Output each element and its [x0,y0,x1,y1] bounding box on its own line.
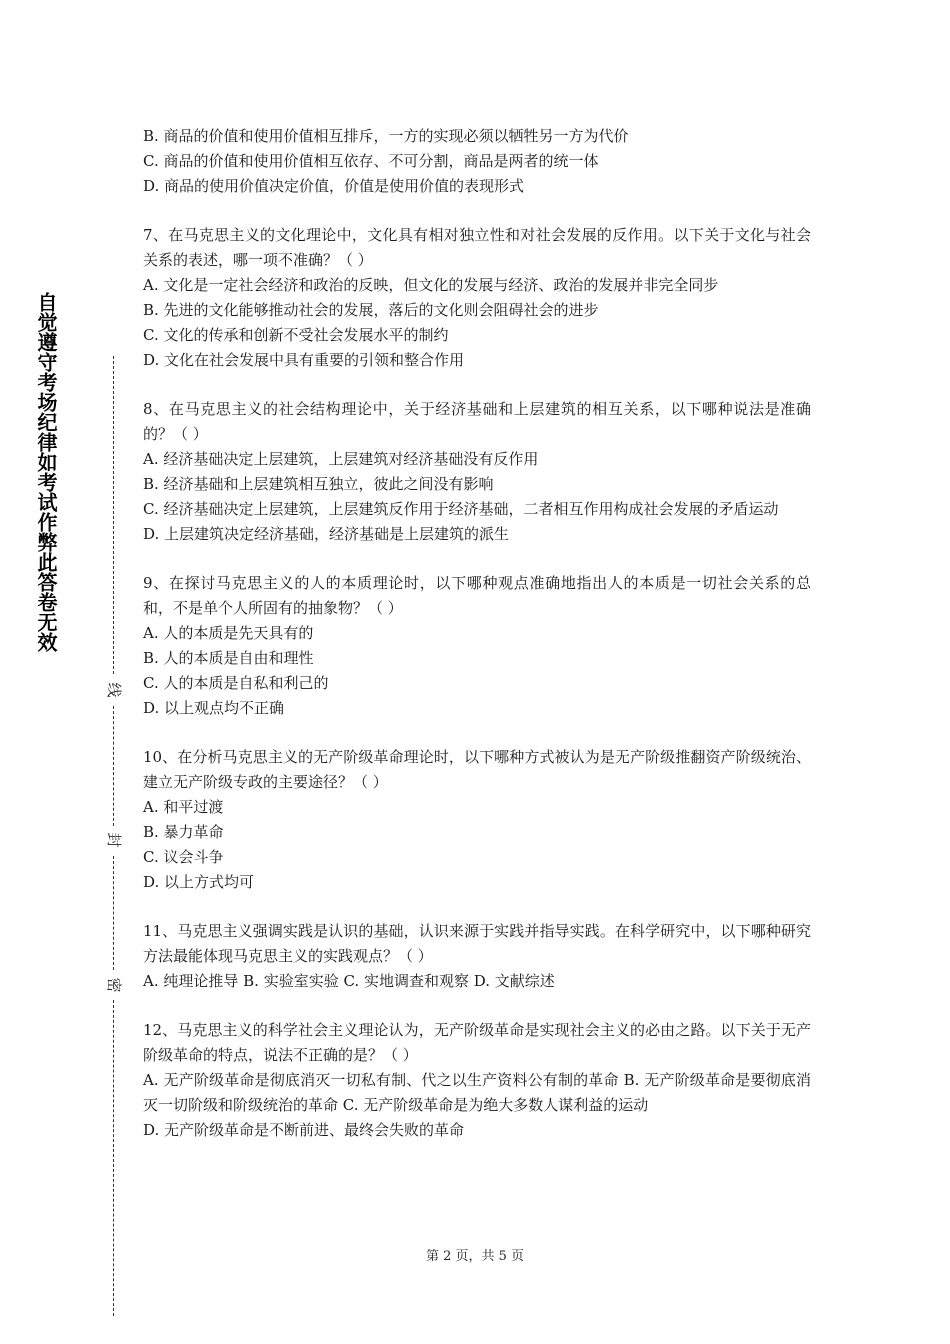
q6-option-c: C. 商品的价值和使用价值相互依存、不可分割，商品是两者的统一体 [143,152,599,170]
seal-char-mi: 密 [104,975,124,995]
q8-option-a: A. 经济基础决定上层建筑，上层建筑对经济基础没有反作用 [143,450,539,468]
q7-option-b: B. 先进的文化能够推动社会的发展，落后的文化则会阻碍社会的进步 [143,301,599,319]
q10-option-a: A. 和平过渡 [143,798,224,816]
q11-stem: 11、马克思主义强调实践是认识的基础，认识来源于实践并指导实践。在科学研究中，以下哪种研究方法最能体现马克思主义的实践观点？（ ） [143,922,811,965]
q12-stem: 12、马克思主义的科学社会主义理论认为，无产阶级革命是实现社会主义的必由之路。以下关于无产阶级革命的特点，说法不正确的是？（ ） [143,1021,811,1064]
q10-option-d: D. 以上方式均可 [143,873,255,891]
q6-option-b: B. 商品的价值和使用价值相互排斥，一方的实现必须以牺牲另一方为代价 [143,127,629,145]
q7-option-c: C. 文化的传承和创新不受社会发展水平的制约 [143,326,449,344]
question-9 [143,571,811,721]
seal-char-feng: 封 [104,830,124,850]
q9-option-a: A. 人的本质是先天具有的 [143,624,314,642]
question-6-continued [143,124,811,199]
question-7 [143,223,811,373]
q7-option-d: D. 文化在社会发展中具有重要的引领和整合作用 [143,351,465,369]
seal-dashed-line-mid1 [113,706,114,826]
q8-option-d: D. 上层建筑决定经济基础，经济基础是上层建筑的派生 [143,525,510,543]
page-number: 第 2 页，共 5 页 [425,1249,525,1264]
seal-dashed-line-top [113,356,114,674]
q10-stem: 10、在分析马克思主义的无产阶级革命理论时，以下哪种方式被认为是无产阶级推翻资产阶级统治、建立无产阶级专政的主要途径？（ ） [143,748,811,791]
question-11 [143,919,811,994]
q11-options: A. 纯理论推导 B. 实验室实验 C. 实地调查和观察 D. 文献综述 [143,972,555,990]
q12-options-abc: A. 无产阶级革命是彻底消灭一切私有制、代之以生产资料公有制的革命 B. 无产阶级革命是要彻底消灭一切阶级和阶级统治的革命 C. 无产阶级革命是为绝大多数人谋利益的运动 [143,1071,811,1114]
q7-stem: 7、在马克思主义的文化理论中，文化具有相对独立性和对社会发展的反作用。以下关于文化与社会关系的表述，哪一项不准确？（ ） [143,226,811,269]
seal-char-xian: 线 [104,680,124,700]
q7-option-a: A. 文化是一定社会经济和政治的反映，但文化的发展与经济、政治的发展并非完全同步 [143,276,719,294]
q12-option-d: D. 无产阶级革命是不断前进、最终会失败的革命 [143,1121,465,1139]
seal-dashed-line-bottom [113,1000,114,1316]
question-12 [143,1018,811,1143]
q10-option-c: C. 议会斗争 [143,848,224,866]
q6-option-d: D. 商品的使用价值决定价值，价值是使用价值的表现形式 [143,177,525,195]
question-8 [143,397,811,547]
q9-option-b: B. 人的本质是自由和理性 [143,649,314,667]
q10-option-b: B. 暴力革命 [143,823,224,841]
seal-dashed-line-mid2 [113,856,114,970]
exam-content [143,124,811,1167]
q8-option-c: C. 经济基础决定上层建筑，上层建筑反作用于经济基础，二者相互作用构成社会发展的矛盾运动 [143,500,779,518]
q9-stem: 9、在探讨马克思主义的人的本质理论时，以下哪种观点准确地指出人的本质是一切社会关系的总和，不是单个人所固有的抽象物？（ ） [143,574,811,617]
q8-option-b: B. 经济基础和上层建筑相互独立，彼此之间没有影响 [143,475,494,493]
question-10 [143,745,811,895]
exam-discipline-warning: 自觉遵守考场纪律如考试作弊此答卷无效 [34,292,58,652]
q9-option-c: C. 人的本质是自私和利己的 [143,674,329,692]
q9-option-d: D. 以上观点均不正确 [143,699,285,717]
q8-stem: 8、在马克思主义的社会结构理论中，关于经济基础和上层建筑的相互关系，以下哪种说法是准确的？（ ） [143,400,811,443]
